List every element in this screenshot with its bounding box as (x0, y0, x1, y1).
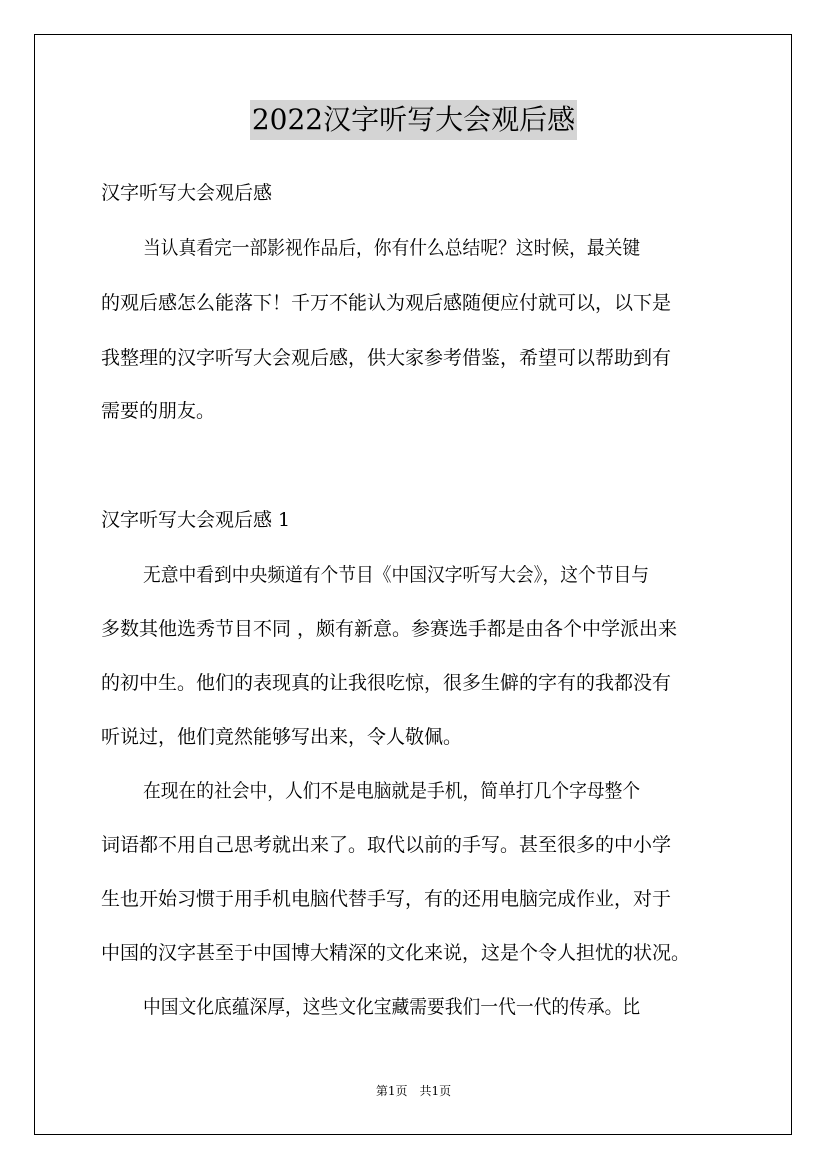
page-number-footer: 第1页 共1页 (375, 1084, 452, 1098)
para3-line-1: 中国文化底蕴深厚，这些文化宝藏需要我们一代一代的传承。比 (143, 996, 641, 1018)
document-title: 2022汉字听写大会观后感 (250, 100, 577, 140)
para1-line-3: 的初中生。他们的表现真的让我很吃惊，很多生僻的字有的我都没有 (101, 672, 672, 694)
para2-line-2: 词语都不用自己思考就出来了。取代以前的手写。甚至很多的中小学 (101, 834, 672, 856)
para1-line-1: 无意中看到中央频道有个节目《中国汉字听写大会》，这个节目与 (143, 564, 649, 586)
intro-line-4: 需要的朋友。 (101, 400, 216, 422)
para2-line-1: 在现在的社会中，人们不是电脑就是手机，简单打几个字母整个 (143, 780, 641, 802)
intro-line-2: 的观后感怎么能落下！千万不能认为观后感随便应付就可以，以下是 (101, 292, 672, 314)
intro-line-1: 当认真看完一部影视作品后，你有什么总结呢？这时候，最关键 (143, 237, 641, 259)
section-heading: 汉字听写大会观后感 1 (101, 509, 291, 531)
document-subtitle: 汉字听写大会观后感 (101, 182, 273, 204)
title-container (0, 100, 827, 140)
para1-line-2: 多数其他选秀节目不同 ，颇有新意。参赛选手都是由各个中学派出来 (101, 618, 678, 640)
para2-line-4: 中国的汉字甚至于中国博大精深的文化来说，这是个令人担忧的状况。 (101, 942, 691, 964)
para2-line-3: 生也开始习惯于用手机电脑代替手写，有的还用电脑完成作业，对于 (101, 888, 672, 910)
para1-line-4: 听说过，他们竟然能够写出来，令人敬佩。 (101, 726, 463, 748)
intro-line-3: 我整理的汉字听写大会观后感，供大家参考借鉴，希望可以帮助到有 (101, 347, 672, 369)
